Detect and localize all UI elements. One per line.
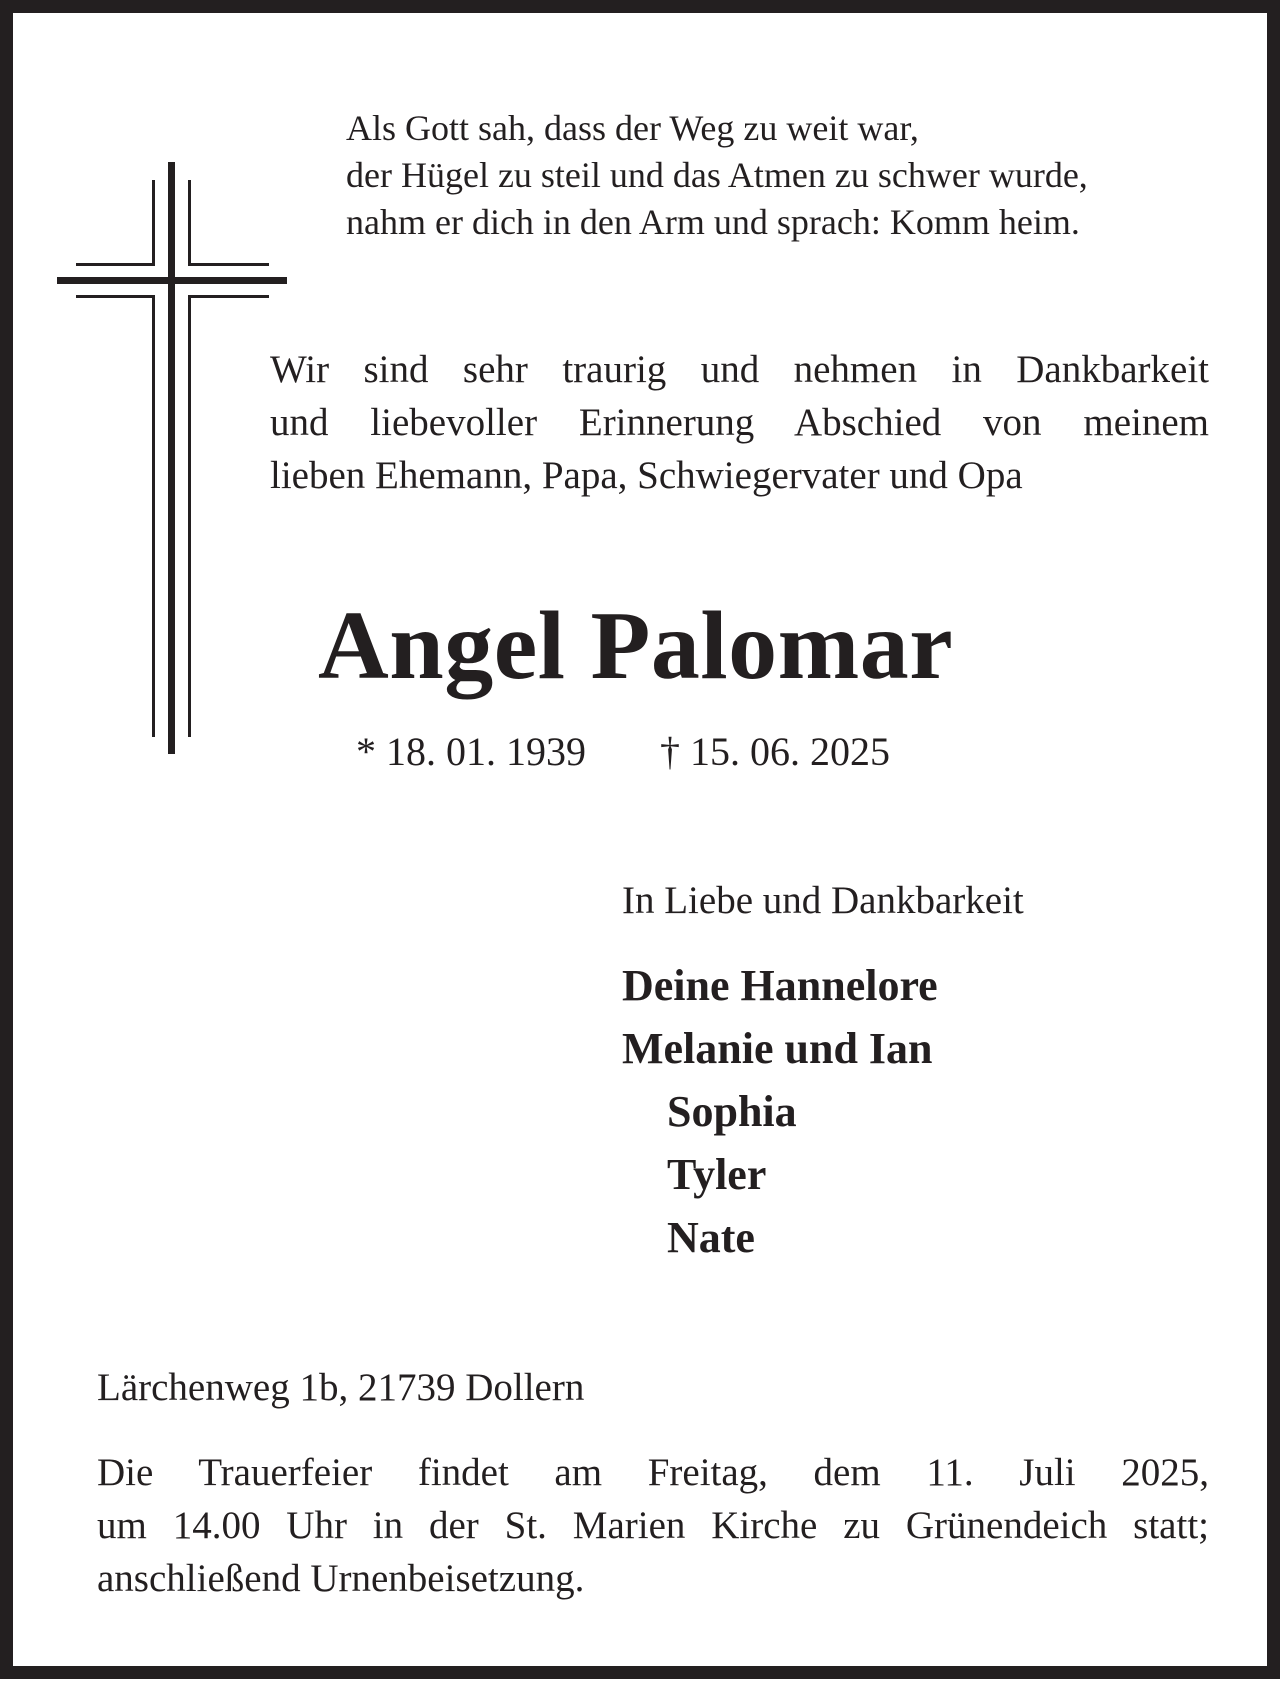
mourner-name: Deine Hannelore	[622, 961, 938, 1010]
verse-line: der Hügel zu steil und das Atmen zu schwer wurde,	[346, 155, 1088, 195]
service-line: um 14.00 Uhr in der St. Marien Kirche zu Grünendeich statt;	[97, 1504, 1209, 1547]
closing-phrase: In Liebe und Dankbarkeit	[622, 879, 1024, 922]
mourner-name: Tyler	[667, 1150, 767, 1199]
mourner-name: Melanie und Ian	[622, 1024, 933, 1073]
intro-line: lieben Ehemann, Papa, Schwiegervater und Opa	[270, 454, 1023, 497]
verse-line: Als Gott sah, dass der Weg zu weit war,	[346, 108, 919, 148]
birth-date: * 18. 01. 1939	[356, 729, 586, 774]
intro-line: und liebevoller Erinnerung Abschied von meinem	[270, 401, 1209, 444]
deceased-name: Angel Palomar	[318, 592, 954, 700]
address: Lärchenweg 1b, 21739 Dollern	[97, 1366, 585, 1409]
cross-icon	[13, 13, 1280, 1692]
service-line: Die Trauerfeier findet am Freitag, dem 11. Juli 2025,	[97, 1451, 1209, 1494]
mourner-name: Sophia	[667, 1087, 797, 1136]
mourner-list	[622, 954, 938, 1269]
service-line: anschließend Urnenbeisetzung.	[97, 1557, 585, 1600]
death-date: † 15. 06. 2025	[660, 729, 890, 774]
verse-line: nahm er dich in den Arm und sprach: Komm heim.	[346, 202, 1080, 242]
service-info	[97, 1446, 1209, 1605]
intro-line: Wir sind sehr traurig und nehmen in Dankbarkeit	[270, 348, 1209, 391]
life-dates	[356, 728, 890, 776]
cross-main-horizontal	[57, 277, 287, 284]
cross-main-vertical	[168, 162, 175, 754]
mourner-name: Nate	[667, 1213, 755, 1262]
intro-paragraph	[270, 343, 1209, 502]
verse-quote	[346, 105, 1088, 246]
